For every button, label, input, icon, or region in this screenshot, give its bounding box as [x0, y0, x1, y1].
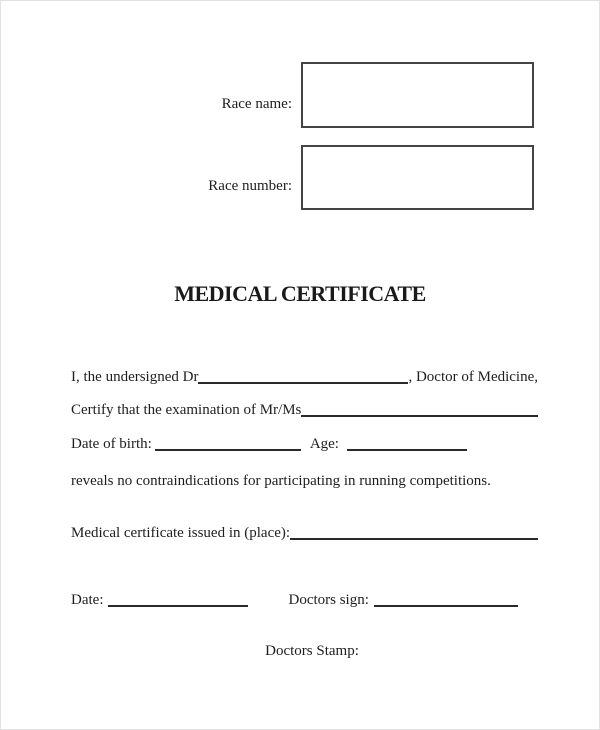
examination-line [71, 403, 538, 418]
statement-text: reveals no contraindications for participating in running competitions. [71, 473, 491, 489]
certificate-title: MEDICAL CERTIFICATE [174, 281, 426, 306]
issued-place-line [71, 526, 538, 541]
race-number-input[interactable] [301, 145, 534, 210]
doctors-stamp-label: Doctors Stamp: [265, 643, 359, 659]
doctor-name-blank[interactable] [198, 382, 408, 384]
undersigned-suffix: , Doctor of Medicine, [408, 369, 538, 385]
doctors-sign-label: Doctors sign: [288, 592, 369, 608]
issued-place-label: Medical certificate issued in (place): [71, 525, 291, 541]
patient-name-blank[interactable] [301, 415, 538, 417]
date-blank[interactable] [108, 605, 248, 607]
date-sign-line [71, 593, 538, 608]
dob-label: Date of birth: [71, 436, 152, 452]
statement-line [71, 474, 538, 489]
examination-prefix: Certify that the examination of Mr/Ms [71, 402, 302, 418]
race-number-label: Race number: [208, 178, 292, 194]
age-blank[interactable] [347, 449, 467, 451]
race-name-input[interactable] [301, 62, 534, 128]
dob-blank[interactable] [155, 449, 301, 451]
date-label: Date: [71, 592, 104, 608]
age-label: Age: [309, 436, 339, 452]
dob-age-line [71, 437, 538, 452]
undersigned-line [71, 370, 538, 385]
undersigned-prefix: I, the undersigned Dr [71, 369, 199, 385]
race-name-label: Race name: [221, 96, 292, 112]
doctors-stamp-line [71, 629, 538, 674]
doctors-sign-blank[interactable] [374, 605, 518, 607]
issued-place-blank[interactable] [290, 538, 538, 540]
